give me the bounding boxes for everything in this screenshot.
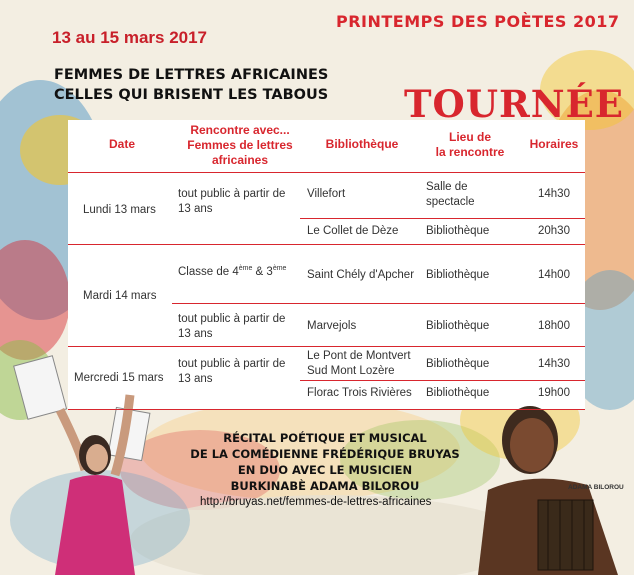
venue-cell: Bibliothèque (426, 320, 490, 332)
audience-line: 13 ans (178, 373, 213, 385)
time-cell: 18h00 (538, 320, 570, 332)
col-header-venue (420, 130, 520, 160)
superscript: ème (272, 265, 287, 272)
library-line: Sud Mont Lozère (307, 365, 395, 377)
row-divider (68, 346, 585, 347)
col-header-hours: Horaires (529, 137, 579, 151)
col-header-date: Date (108, 137, 135, 151)
row-divider (68, 172, 585, 173)
audience-line: 13 ans (178, 203, 213, 215)
audience-text: Classe de 4 (178, 265, 239, 278)
col-header-venue-line2: la rencontre (435, 145, 505, 159)
venue-line: spectacle (426, 196, 475, 208)
audience-line: tout public à partir de (178, 313, 286, 325)
recital-line-4: BURKINABÈ ADAMA BILOROU (230, 479, 420, 493)
tour-heading: TOURNÉE (404, 82, 625, 126)
library-cell: Villefort (307, 188, 346, 200)
col-header-meeting-line1: Rencontre avec... (190, 123, 290, 137)
recital-line-3: EN DUO AVEC LE MUSICIEN (237, 463, 413, 477)
row-divider (68, 409, 585, 410)
photo-credit: ADAMA BILOROU (568, 484, 624, 491)
superscript: ème (238, 265, 253, 272)
recital-description (180, 430, 470, 494)
title-line-1: FEMMES DE LETTRES AFRICAINES (54, 67, 329, 83)
row-divider (172, 303, 585, 304)
library-cell: Saint Chély d'Apcher (307, 269, 415, 281)
library-cell (307, 349, 411, 379)
day-tuesday: Mardi 14 mars (83, 290, 157, 302)
audience-cell (178, 261, 286, 280)
venue-cell: Bibliothèque (426, 225, 490, 237)
col-header-meeting-line2: Femmes de lettres (187, 138, 293, 152)
col-header-meeting (172, 123, 308, 168)
col-header-meeting-line3: africaines (211, 153, 269, 167)
audience-cell (178, 187, 285, 217)
col-header-library: Bibliothèque (325, 137, 399, 151)
audience-line: tout public à partir de (178, 188, 286, 200)
day-monday: Lundi 13 mars (83, 204, 156, 216)
venue-cell (426, 180, 475, 210)
website-link[interactable]: http://bruyas.net/femmes-de-lettres-africaines (200, 496, 432, 508)
title-line-2: CELLES QUI BRISENT LES TABOUS (54, 87, 329, 103)
event-dates: 13 au 15 mars 2017 (52, 28, 208, 47)
audience-cell (178, 357, 285, 387)
time-cell: 20h30 (538, 225, 570, 237)
venue-line: Salle de (426, 181, 468, 193)
audience-cell (178, 312, 285, 342)
time-cell: 14h30 (538, 188, 570, 200)
library-cell: Marvejols (307, 320, 357, 332)
time-cell: 14h00 (538, 269, 570, 281)
day-wednesday: Mercredi 15 mars (74, 372, 164, 384)
library-cell: Le Collet de Dèze (307, 225, 399, 237)
time-cell: 14h30 (538, 358, 570, 370)
time-cell: 19h00 (538, 387, 570, 399)
library-cell: Florac Trois Rivières (307, 387, 412, 399)
row-divider (300, 218, 585, 219)
venue-cell: Bibliothèque (426, 387, 490, 399)
row-divider (300, 380, 585, 381)
row-divider (68, 244, 585, 245)
venue-cell: Bibliothèque (426, 358, 490, 370)
recital-line-2: DE LA COMÉDIENNE FRÉDÉRIQUE BRUYAS (190, 447, 460, 461)
venue-cell: Bibliothèque (426, 269, 490, 281)
festival-name: PRINTEMPS DES POÈTES 2017 (336, 12, 620, 31)
library-line: Le Pont de Montvert (307, 350, 411, 362)
audience-text: & 3 (252, 265, 273, 278)
event-title (54, 65, 328, 105)
audience-line: 13 ans (178, 328, 213, 340)
audience-line: tout public à partir de (178, 358, 286, 370)
col-header-venue-line1: Lieu de (448, 130, 491, 144)
recital-line-1: RÉCITAL POÉTIQUE ET MUSICAL (223, 431, 427, 445)
